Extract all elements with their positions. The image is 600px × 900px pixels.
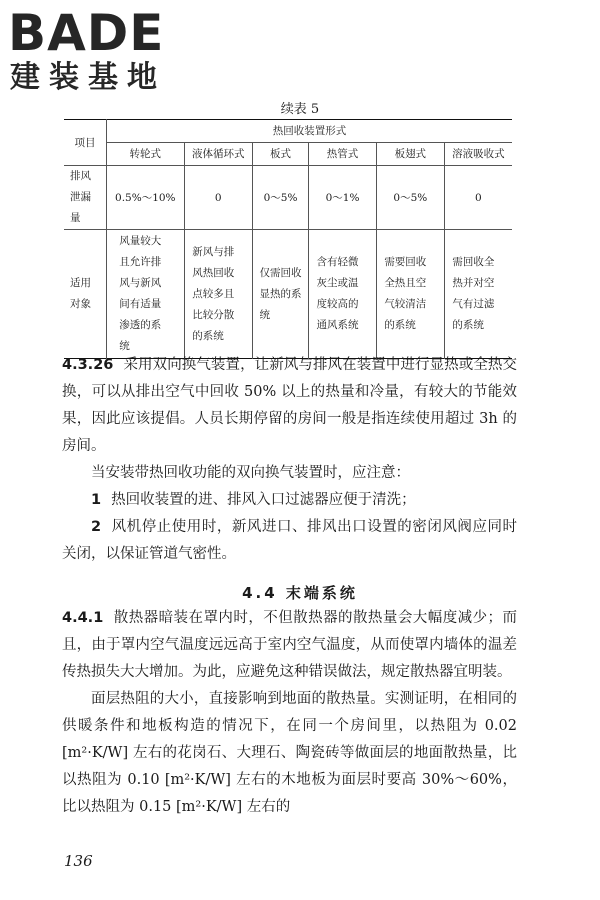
section-heading: 4.4 末端系统 [242, 584, 358, 602]
table-subheader-row [64, 143, 512, 166]
logo-wordmark: BADE [8, 4, 165, 62]
col-header: 热管式 [309, 143, 377, 166]
table-cell: 需要回收全热且空气较清洁的系统 [376, 230, 444, 359]
table-cell: 0～1% [309, 166, 377, 230]
clause-number: 4.4.1 [62, 610, 104, 626]
table-row [64, 230, 512, 359]
col-header: 板式 [252, 143, 308, 166]
paragraph [62, 352, 517, 460]
section-4-4-1 [62, 605, 517, 821]
table-cell: 0～5% [252, 166, 308, 230]
logo-subtitle: 建装基地 [10, 60, 166, 95]
logo [8, 6, 208, 98]
clause-text: 采用双向换气装置，让新风与排风在装置中进行显热或全热交换，可以从排出空气中回收 50% 以上的热量和冷量，有较大的节能效果，因此应该提倡。人员长期停留的房间一般是指连续使用超过 3h 的房间。 [62, 357, 517, 454]
clause-number: 4.3.26 [62, 357, 114, 373]
table-cell: 0 [184, 166, 252, 230]
table-caption: 续表 5 [280, 102, 320, 117]
table-cell: 仅需回收显热的系统 [252, 230, 308, 359]
table-cell: 风量较大且允许排风与新风间有适量渗透的系统 [107, 230, 185, 359]
paragraph: 面层热阻的大小，直接影响到地面的散热量。实测证明，在相同的供暖条件和地板构造的情况下，在同一个房间里，以热阻为 0.02 [m²·K/W] 左右的花岗石、大理石、陶瓷砖等做面层的地面散热量，比以热阻为 0.10 [m²·K/W] 左右的木地板为面层时要高 30%～60%，比以热阻为 0.15 [m²·K/W] 左右的 [62, 691, 517, 815]
row-label: 适用对象 [64, 230, 107, 359]
col-header: 液体循环式 [184, 143, 252, 166]
table-cell: 含有轻微灰尘或温度较高的通风系统 [309, 230, 377, 359]
col-header: 板翅式 [376, 143, 444, 166]
col-header: 转轮式 [107, 143, 185, 166]
table-row [64, 166, 512, 230]
list-item: 2 风机停止使用时，新风进口、排风出口设置的密闭风阀应同时关闭，以保证管道气密性。 [62, 519, 517, 562]
table-header-row [64, 120, 512, 143]
list-item: 1 热回收装置的进、排风入口过滤器应便于清洗； [91, 492, 416, 508]
row-label: 排风泄漏量 [64, 166, 107, 230]
heat-recovery-table [64, 119, 512, 359]
header-group: 热回收装置形式 [107, 120, 513, 143]
header-item: 项目 [64, 120, 107, 166]
paragraph [62, 605, 517, 686]
page-number: 136 [64, 852, 93, 870]
col-header: 溶液吸收式 [444, 143, 512, 166]
table-cell: 新风与排风热回收点较多且比较分散的系统 [184, 230, 252, 359]
clause-text: 散热器暗装在罩内时，不但散热器的散热量会大幅度减少；而且，由于罩内空气温度远远高于室内空气温度，从而使罩内墙体的温差传热损失大大增加。为此，应避免这种错误做法，规定散热器宜明装。 [62, 610, 517, 680]
table-cell: 0 [444, 166, 512, 230]
paragraph: 当安装带热回收功能的双向换气装置时，应注意： [91, 465, 410, 481]
table-cell: 需回收全热并对空气有过滤的系统 [444, 230, 512, 359]
table-cell: 0～5% [376, 166, 444, 230]
table-cell: 0.5%～10% [107, 166, 185, 230]
section-4-3-26 [62, 352, 517, 568]
